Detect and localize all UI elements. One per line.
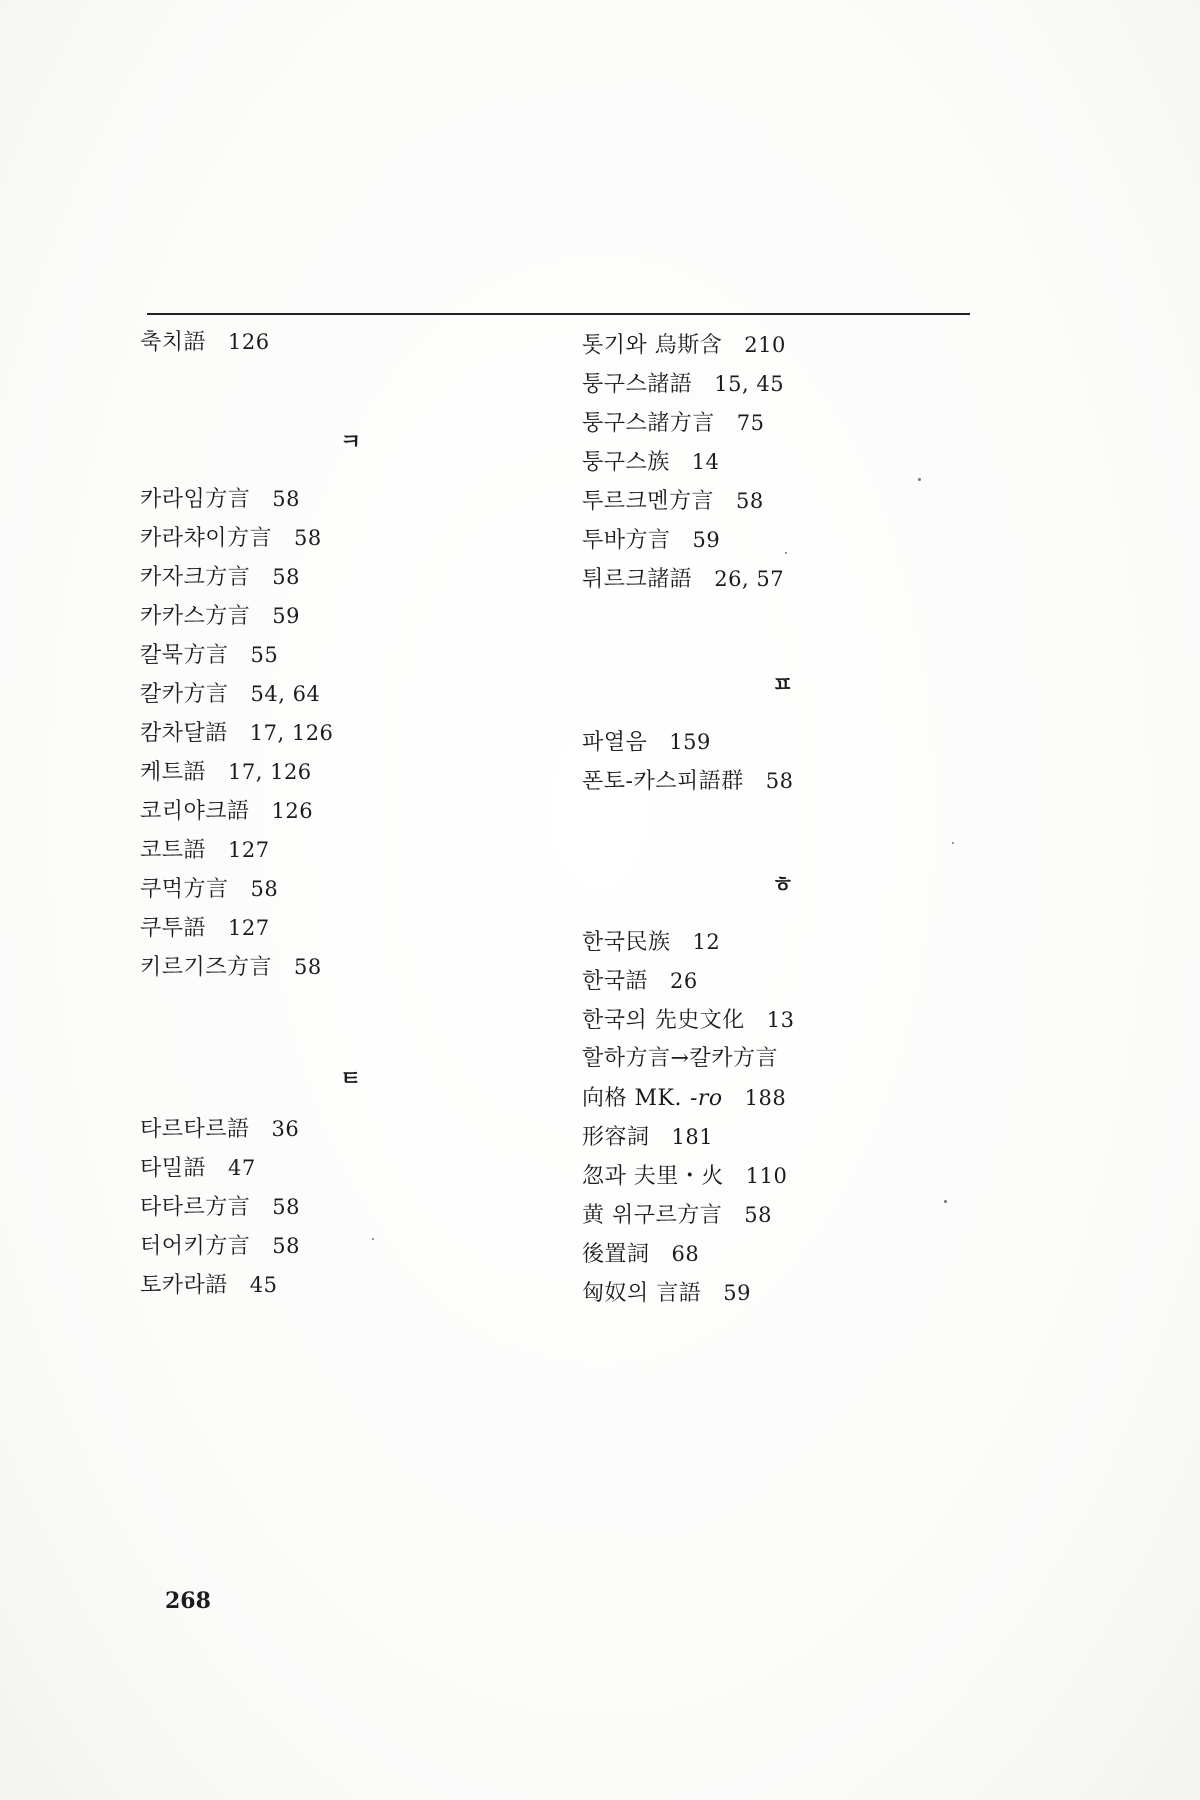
scan-speck: [372, 1238, 374, 1240]
index-term: 匈奴의 言語: [582, 1281, 702, 1306]
index-term: 카자크方言: [140, 565, 251, 590]
index-page-numbers: 59: [723, 1281, 751, 1305]
index-page-numbers: 58: [765, 769, 794, 793]
index-term: 忽과 夫里・火: [582, 1164, 724, 1189]
index-entry: [582, 1083, 786, 1114]
index-entry: [582, 486, 764, 517]
index-page-numbers: 110: [745, 1164, 788, 1188]
index-entry: [582, 564, 784, 595]
index-page-numbers: 75: [736, 411, 765, 435]
index-entry: [140, 484, 300, 515]
index-page-numbers: 17, 126: [228, 760, 312, 784]
index-term: 토카라語: [140, 1273, 228, 1298]
index-page-numbers: 126: [271, 799, 314, 823]
index-entry: [582, 408, 765, 439]
index-entry: [582, 1005, 794, 1036]
index-term: 黄 위구르方言: [582, 1203, 723, 1228]
index-term: 칼카方言: [140, 682, 229, 707]
index-term: 카라임方言: [140, 487, 251, 512]
index-entry: [140, 562, 300, 593]
index-entry: [582, 525, 720, 556]
scan-speck: [918, 478, 921, 481]
index-page-numbers: 58: [744, 1203, 772, 1227]
index-term: 타르타르語: [140, 1117, 250, 1142]
index-page-numbers: 12: [692, 930, 721, 954]
scan-speck: [952, 842, 954, 844]
index-entry: [140, 718, 333, 749]
index-term: 한국民族: [582, 930, 671, 955]
index-page-numbers: 54, 64: [250, 682, 321, 706]
index-entry: [582, 330, 786, 361]
index-term-italic: -ro: [689, 1086, 723, 1111]
index-page-numbers: 13: [766, 1008, 795, 1032]
index-term: 파열음: [582, 730, 648, 755]
index-entry: [582, 1239, 699, 1270]
index-term: 카라챠이方言: [140, 526, 273, 551]
index-page-numbers: 58: [272, 1234, 300, 1258]
index-entry: [140, 327, 270, 358]
index-term: 쿠투語: [140, 916, 207, 941]
index-entry: [140, 757, 312, 788]
index-entry: [140, 952, 322, 983]
index-entry: [582, 1044, 778, 1074]
index-section-letter: ㅍ: [772, 673, 794, 698]
index-page-numbers: 59: [692, 528, 721, 552]
index-term: 투바方言: [582, 528, 671, 553]
index-entry: [140, 1114, 299, 1145]
index-term: 카카스方言: [140, 604, 251, 629]
index-entry: [582, 447, 720, 478]
index-page-numbers: 26: [670, 969, 698, 993]
index-entry: [582, 1200, 772, 1231]
index-entry: [582, 727, 711, 758]
index-page-numbers: 188: [744, 1086, 787, 1110]
index-term: 케트語: [140, 760, 207, 785]
index-entry: [140, 1192, 300, 1223]
index-term: 코트語: [140, 838, 207, 863]
index-term: 톳기와 烏斯含: [582, 333, 723, 358]
index-term: 터어키方言: [140, 1234, 251, 1259]
index-page-numbers: 58: [294, 955, 322, 979]
index-page-numbers: 17, 126: [249, 721, 334, 745]
index-page-numbers: 58: [294, 526, 322, 550]
index-page-numbers: 68: [671, 1242, 700, 1266]
index-entry: [140, 1270, 278, 1301]
index-page-numbers: 127: [228, 838, 270, 862]
index-entry: [582, 1278, 751, 1309]
index-term: 퉁구스諸語: [582, 372, 693, 397]
index-entry: [140, 835, 270, 866]
index-term: 할하方言→칼카方言: [582, 1046, 778, 1071]
index-entry: [582, 966, 698, 997]
index-page-numbers: 15, 45: [714, 372, 785, 396]
index-term: 키르기즈方言: [140, 955, 273, 980]
index-entry: [582, 1161, 787, 1192]
index-term: 퉁구스族: [582, 450, 670, 475]
index-entry: [582, 766, 793, 797]
index-term: 向格 MK.: [582, 1086, 682, 1111]
index-entry: [140, 523, 322, 554]
index-section-letter: ㅎ: [772, 873, 794, 898]
index-term: 캄차달語: [140, 721, 228, 746]
index-entry: [140, 874, 278, 905]
index-page-numbers: 210: [744, 333, 786, 357]
index-section-letter: ㅌ: [340, 1067, 362, 1092]
index-page-numbers: 58: [736, 489, 764, 513]
index-term: 폰토-카스피語群: [582, 769, 744, 794]
index-page-numbers: 26, 57: [714, 567, 785, 591]
index-section-letter: ㅋ: [340, 430, 362, 455]
index-entry: [140, 1231, 300, 1262]
index-term: 한국語: [582, 969, 649, 994]
index-entry: [140, 640, 278, 671]
scan-speck: [944, 1200, 947, 1203]
index-entry: [140, 601, 300, 632]
index-entry: [582, 927, 720, 958]
index-page-numbers: 159: [669, 730, 711, 754]
index-page-numbers: 181: [671, 1125, 714, 1149]
index-term: 後置詞: [582, 1242, 650, 1267]
index-page-numbers: 126: [228, 330, 270, 354]
index-entry: [140, 1153, 256, 1184]
index-term: 코리야크語: [140, 799, 250, 824]
index-term: 形容詞: [582, 1125, 650, 1150]
index-term: 타밀語: [140, 1156, 207, 1181]
index-page-numbers: 45: [249, 1273, 278, 1297]
index-term: 퉁구스諸方言: [582, 411, 715, 436]
index-term: 축치語: [140, 330, 207, 355]
index-term: 타타르方言: [140, 1195, 251, 1220]
index-entry: [582, 1122, 713, 1153]
index-term: 투르크멘方言: [582, 489, 715, 514]
index-page-numbers: 14: [691, 450, 720, 474]
index-entry: [140, 796, 313, 827]
index-term: 튀르크諸語: [582, 567, 693, 592]
index-page-numbers: 58: [250, 877, 279, 901]
header-rule: [147, 313, 970, 315]
index-page-numbers: 47: [228, 1156, 256, 1180]
index-page-numbers: 59: [272, 604, 300, 628]
index-page-numbers: 58: [272, 487, 300, 511]
scan-speck: [785, 552, 787, 554]
index-page-numbers: 58: [272, 565, 300, 589]
index-term: 쿠먹方言: [140, 877, 229, 902]
index-page-numbers: 127: [228, 916, 270, 940]
index-term: 한국의 先史文化: [582, 1008, 745, 1033]
index-entry: [140, 913, 270, 944]
index-entry: [582, 369, 784, 400]
index-page-numbers: 55: [250, 643, 279, 667]
index-page-numbers: 36: [271, 1117, 300, 1141]
index-page-numbers: 58: [272, 1195, 300, 1219]
page-number: 268: [165, 1588, 211, 1614]
index-term: 칼묵方言: [140, 643, 229, 668]
index-entry: [140, 679, 320, 710]
